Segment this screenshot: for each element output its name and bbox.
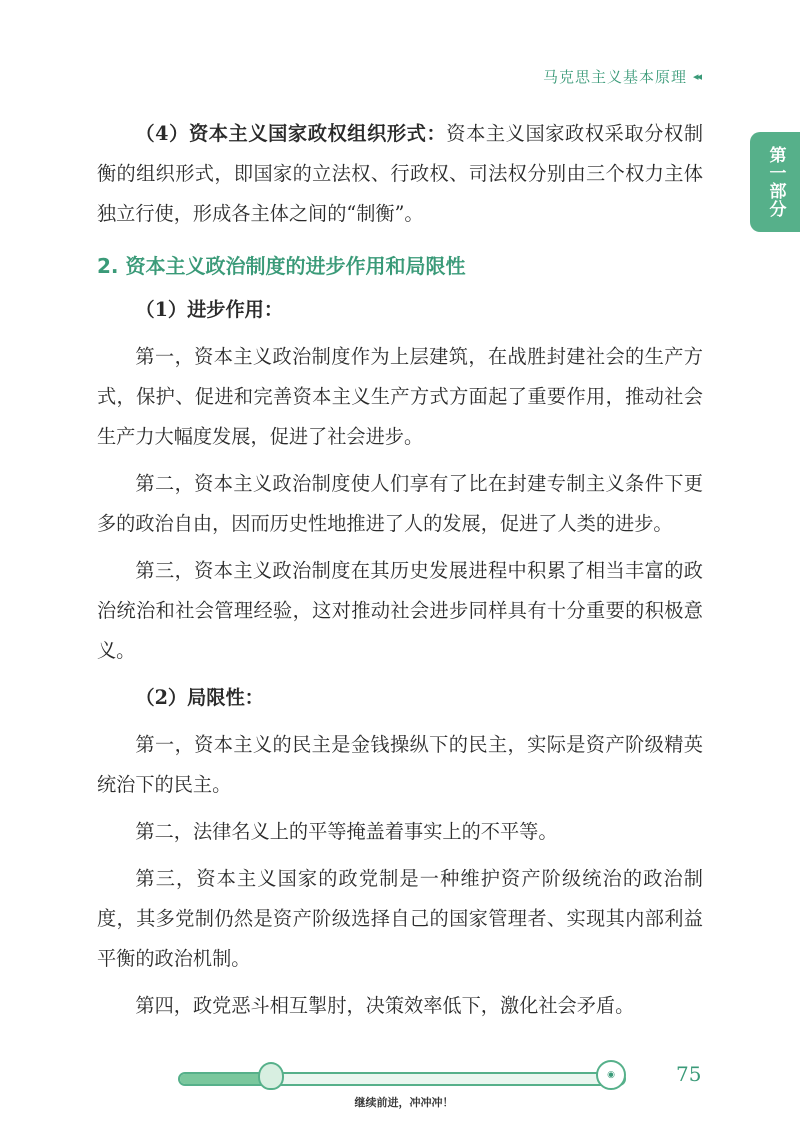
- part-tab[interactable]: [750, 132, 800, 232]
- running-title: 马克思主义基本原理: [542, 68, 687, 86]
- page-body: [97, 114, 703, 1026]
- part-tab-label: 第一部分: [765, 146, 786, 218]
- section-heading: 2. 资本主义政治制度的进步作用和局限性: [97, 254, 466, 278]
- item-4-label: （4）资本主义国家政权组织形式：: [135, 122, 447, 145]
- item-4-text: 资本主义国家政权采取分权制衡的组织形式，即国家的立法权、行政权、司法权分别由三个权力主体独立行使，形成各主体之间的“制衡”。: [97, 122, 704, 225]
- limitation-heading: （2）局限性：: [135, 686, 264, 709]
- progress-point: 第二，资本主义政治制度使人们享有了比在封建专制主义条件下更多的政治自由，因而历史性地推进了人的发展，促进了人类的进步。: [97, 472, 703, 535]
- footer-slogan: 继续前进，冲冲冲！: [354, 1096, 454, 1109]
- footer-mascot-icon: [258, 1062, 284, 1090]
- paragraph-item-4: [97, 114, 703, 234]
- progress-point: 第三，资本主义政治制度在其历史发展进程中积累了相当丰富的政治统治和社会管理经验，这对推动社会进步同样具有十分重要的积极意义。: [97, 559, 703, 662]
- limitation-point: 第一，资本主义的民主是金钱操纵下的民主，实际是资产阶级精英统治下的民主。: [97, 733, 703, 796]
- progress-point: 第一，资本主义政治制度作为上层建筑，在战胜封建社会的生产方式，保护、促进和完善资本主义生产方式方面起了重要作用，推动社会生产力大幅度发展，促进了社会进步。: [97, 345, 703, 448]
- running-header: [543, 66, 700, 87]
- double-left-arrow-icon: ◂◂: [692, 70, 700, 83]
- progress-heading: （1）进步作用：: [135, 298, 284, 321]
- limitation-point: 第三，资本主义国家的政党制是一种维护资产阶级统治的政治制度，其多党制仍然是资产阶级选择自己的国家管理者、实现其内部利益平衡的政治机制。: [97, 867, 703, 970]
- page-number: 75: [676, 1062, 702, 1086]
- footer-progress-bar: [178, 1072, 626, 1086]
- footer-end-badge-icon: ◉: [596, 1060, 626, 1090]
- footer-progress-fill: [180, 1074, 269, 1084]
- limitation-point: 第四，政党恶斗相互掣肘，决策效率低下，激化社会矛盾。: [135, 994, 635, 1017]
- limitation-point: 第二，法律名义上的平等掩盖着事实上的不平等。: [135, 820, 558, 843]
